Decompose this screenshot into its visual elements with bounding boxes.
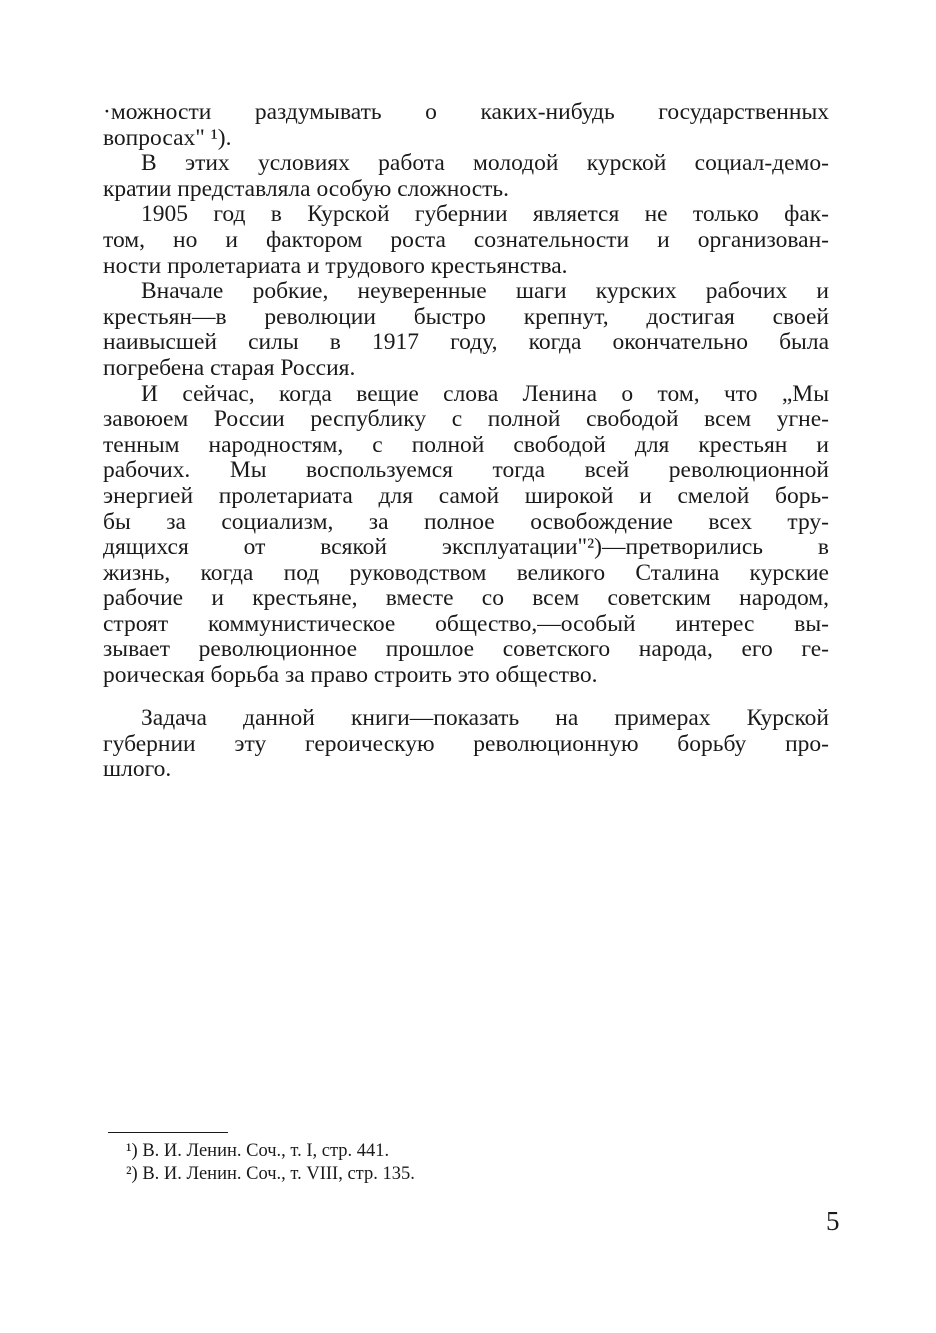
- text-line: вопросах" ¹).: [103, 124, 232, 151]
- footnote-1: ¹) В. И. Ленин. Соч., т. I, стр. 441.: [126, 1141, 390, 1161]
- text-line: 1905 год в Курской губернии является не только фак-: [141, 201, 829, 228]
- paragraph-5: [103, 382, 829, 689]
- paragraph-3: [103, 202, 829, 279]
- task-paragraph: [103, 706, 829, 783]
- page-number: 5: [826, 1206, 840, 1236]
- text-line: Задача данной книги—показать на примерах Курской: [141, 705, 829, 731]
- paragraph-4: [103, 279, 829, 381]
- text-line: кратии представляла особую сложность.: [103, 175, 509, 202]
- text-line: строят коммунистическое общество,—особый интерес вы-: [103, 610, 829, 637]
- footnotes: [126, 1140, 415, 1185]
- text-line: завоюем России республику с полной свободой всем угне-: [103, 406, 829, 433]
- body-text: [103, 100, 829, 689]
- text-line: бы за социализм, за полное освобождение всех тру-: [103, 508, 829, 535]
- text-line: Вначале робкие, неуверенные шаги курских рабочих и: [141, 278, 829, 305]
- text-line: зывает революционное прошлое советского народа, его ге-: [103, 636, 829, 663]
- text-line: дящихся от всякой эксплуатации"²)—претворились в: [103, 534, 829, 561]
- text-line: жизнь, когда под руководством великого Сталина курские: [103, 559, 829, 586]
- text-line: погребена старая Россия.: [103, 354, 356, 381]
- text-line: роическая борьба за право строить это общество.: [103, 662, 598, 689]
- paragraph-2: [103, 151, 829, 202]
- text-line: наивысшей силы в 1917 году, когда окончательно была: [103, 329, 829, 356]
- text-line: шлого.: [103, 756, 172, 783]
- footnote-divider: [108, 1132, 228, 1133]
- paragraph-1: [103, 100, 829, 151]
- text-line: энергией пролетариата для самой широкой и смелой борь-: [103, 482, 829, 509]
- text-line: тенным народностям, с полной свободой для крестьян и: [103, 431, 829, 458]
- text-line: В этих условиях работа молодой курской социал-демо-: [141, 150, 829, 177]
- text-line: рабочих. Мы воспользуемся тогда всей революционной: [103, 457, 829, 484]
- text-line: том, но и фактором роста сознательности и организован-: [103, 226, 829, 253]
- text-line: И сейчас, когда вещие слова Ленина о том, что „Мы: [141, 380, 829, 407]
- text-line: ·можности раздумывать о каких-нибудь государственных: [103, 99, 829, 125]
- text-line: крестьян—в революции быстро крепнут, достигая своей: [103, 303, 829, 330]
- text-line: рабочие и крестьяне, вместе со всем советским народом,: [103, 585, 829, 612]
- footnote-2: ²) В. И. Ленин. Соч., т. VIII, стр. 135.: [126, 1163, 415, 1184]
- text-line: ности пролетариата и трудового крестьянства.: [103, 252, 568, 279]
- text-line: губернии эту героическую революционную борьбу про-: [103, 730, 829, 757]
